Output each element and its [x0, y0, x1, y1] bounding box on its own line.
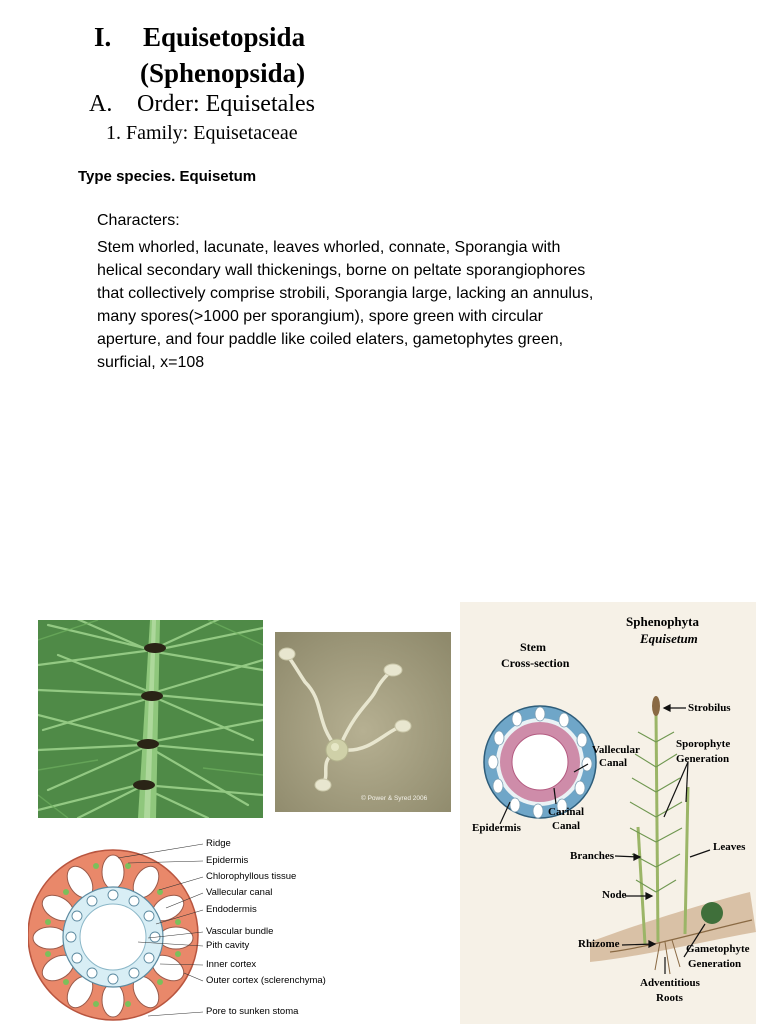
- label-ridge: Ridge: [206, 838, 231, 849]
- horsetail-stem-photo: [38, 620, 263, 818]
- label-inner-cortex: Inner cortex: [206, 959, 257, 970]
- order-marker: A.: [89, 91, 113, 117]
- label-carinal-canal: Canal: [552, 820, 581, 832]
- label-sporophyte-generation: Generation: [676, 753, 730, 765]
- horsetail-stem-illustration: [38, 620, 263, 818]
- label-pore-sunken-stoma: Pore to sunken stoma: [206, 1006, 299, 1017]
- label-rhizome: Rhizome: [578, 938, 620, 950]
- heading-numeral: I.: [94, 22, 112, 52]
- spore-photo-copyright: © Power & Syred 2006: [361, 795, 428, 802]
- label-epidermis: Epidermis: [472, 822, 521, 834]
- characters-line: helical secondary wall thickenings, borne on peltate sporangiophores: [97, 262, 586, 279]
- stem-cross-section-title: Cross-section: [501, 656, 570, 670]
- heading-subtitle: (Sphenopsida): [140, 58, 306, 88]
- label-adventitious: Adventitious: [640, 977, 700, 989]
- diagram-genus: Equisetum: [640, 631, 698, 646]
- characters-body: [97, 236, 657, 374]
- label-vallecular-canal: Vallecular canal: [206, 887, 273, 898]
- family-text: 1. Family: Equisetaceae: [106, 122, 298, 144]
- label-chlorophyllous: Chlorophyllous tissue: [206, 871, 297, 882]
- label-branches: Branches: [570, 850, 614, 862]
- characters-line: that collectively comprise strobili, Sporangia large, lacking an annulus,: [97, 285, 594, 302]
- order-text: Order: Equisetales: [137, 91, 315, 117]
- characters-line: many spores(>1000 per sporangium), spore green with circular: [97, 308, 543, 325]
- label-strobilus: Strobilus: [688, 702, 731, 714]
- cross-section-illustration: [28, 830, 373, 1024]
- label-endodermis: Endodermis: [206, 904, 257, 915]
- diagram-title: Sphenophyta: [626, 614, 699, 629]
- label-vascular-bundle: Vascular bundle: [206, 926, 274, 937]
- type-species: Type species. Equisetum: [78, 168, 257, 185]
- characters-line: Stem whorled, lacunate, leaves whorled, connate, Sporangia with: [97, 239, 561, 256]
- label-pith-cavity: Pith cavity: [206, 940, 250, 951]
- label-vallecular: Vallecular: [592, 744, 640, 756]
- stem-title: Stem: [520, 640, 546, 654]
- label-leaves: Leaves: [713, 841, 746, 853]
- label-vallecular-canal: Canal: [599, 757, 628, 769]
- spore-micrograph: [275, 632, 451, 812]
- label-gametophyte-generation: Generation: [688, 958, 742, 970]
- cross-section-diagram: [28, 830, 373, 1024]
- characters-heading: Characters:: [97, 212, 180, 229]
- label-outer-cortex: Outer cortex (sclerenchyma): [206, 975, 326, 986]
- characters-line: surficial, x=108: [97, 354, 205, 371]
- heading-title: Equisetopsida: [143, 22, 306, 52]
- label-node: Node: [602, 889, 627, 901]
- label-epidermis: Epidermis: [206, 855, 249, 866]
- label-adventitious-roots: Roots: [656, 992, 683, 1004]
- label-carinal: Carinal: [548, 806, 585, 818]
- label-gametophyte: Gametophyte: [686, 943, 750, 955]
- characters-line: aperture, and four paddle like coiled elaters, gametophytes green,: [97, 331, 564, 348]
- label-sporophyte: Sporophyte: [676, 738, 731, 750]
- spore-with-elaters-illustration: [275, 632, 451, 812]
- sphenophyta-diagram: [460, 602, 756, 1024]
